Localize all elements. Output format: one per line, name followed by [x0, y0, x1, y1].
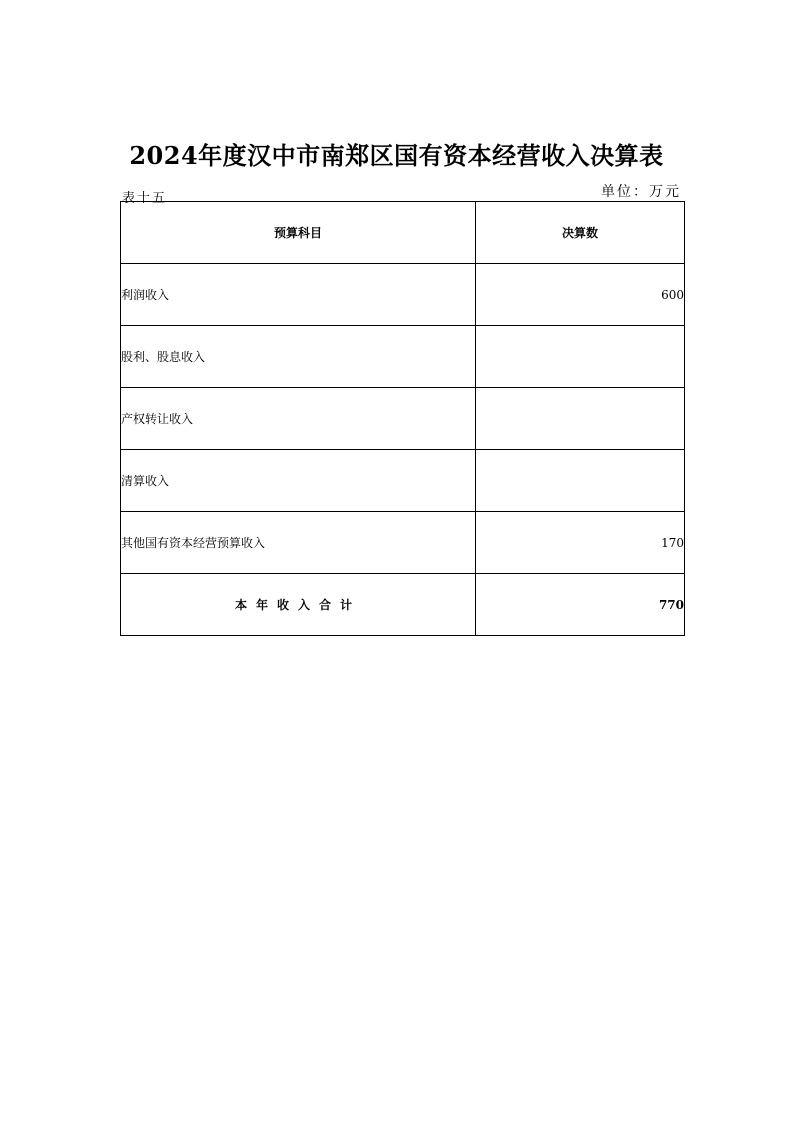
- table-row: [121, 512, 685, 574]
- table-row: [121, 450, 685, 512]
- header-amount: 决算数: [476, 202, 685, 264]
- row-amount: [476, 388, 685, 450]
- table-row: [121, 264, 685, 326]
- row-amount: [476, 450, 685, 512]
- table-row: [121, 326, 685, 388]
- total-amount: 770: [476, 574, 685, 636]
- row-subject: 其他国有资本经营预算收入: [121, 512, 476, 574]
- row-subject: 股利、股息收入: [121, 326, 476, 388]
- row-subject: 产权转让收入: [121, 388, 476, 450]
- row-amount: 600: [476, 264, 685, 326]
- table-number: 表十五: [122, 191, 168, 206]
- row-amount: [476, 326, 685, 388]
- page-title: 2024年度汉中市南郑区国有资本经营收入决算表: [129, 141, 664, 170]
- total-row: [121, 574, 685, 636]
- row-amount: 170: [476, 512, 685, 574]
- revenue-table: [120, 201, 685, 636]
- table-row: [121, 388, 685, 450]
- header-subject: 预算科目: [121, 202, 476, 264]
- row-subject: 清算收入: [121, 450, 476, 512]
- unit-label: 单位：万元: [601, 184, 681, 200]
- table-header-row: [121, 202, 685, 264]
- row-subject: 利润收入: [121, 264, 476, 326]
- total-label: 本年收入合计: [121, 574, 476, 636]
